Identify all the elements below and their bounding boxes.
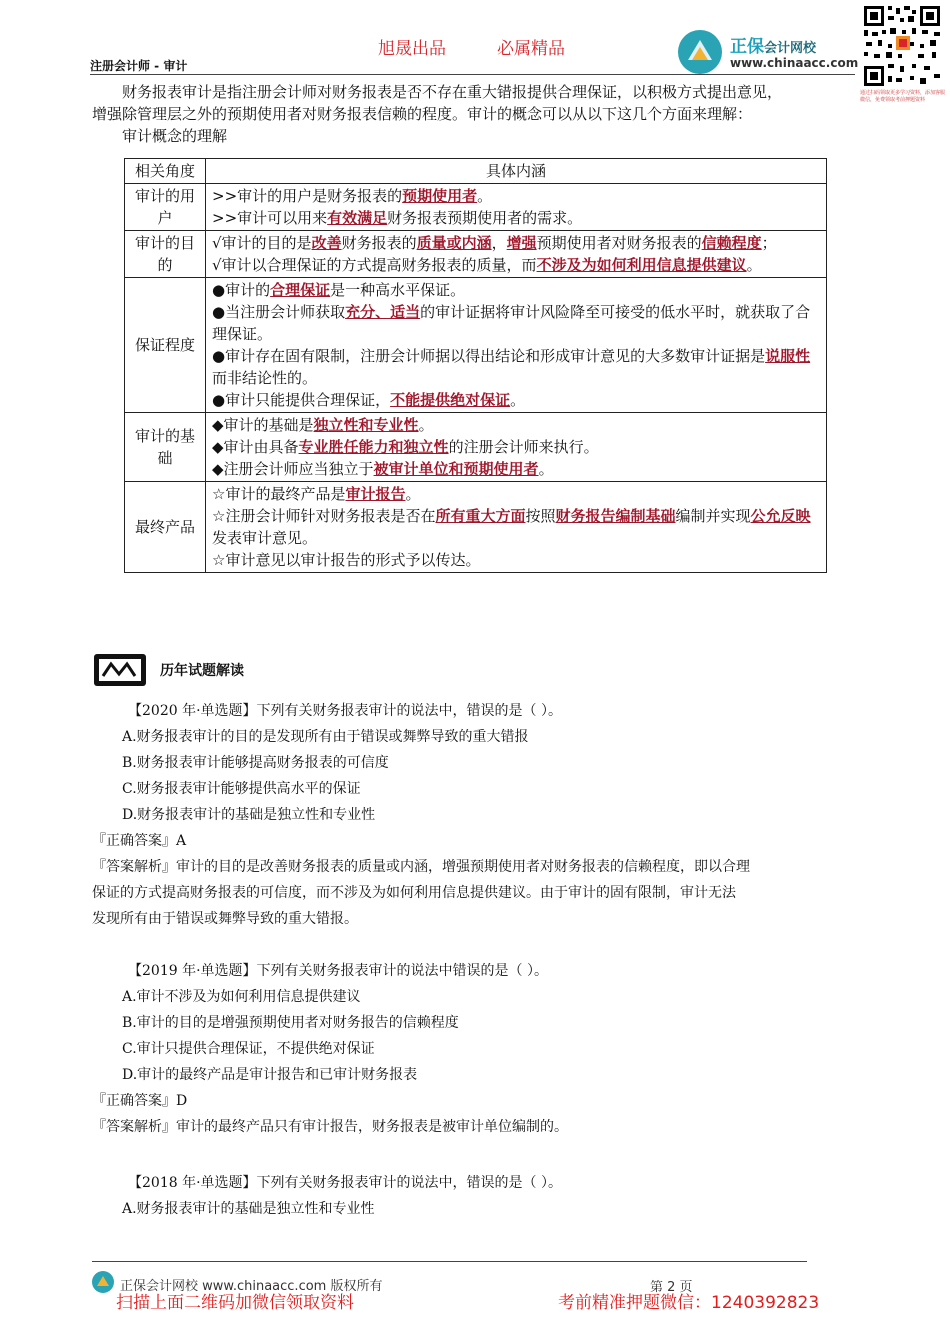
table-header-row: [125, 159, 827, 184]
key-term: 被审计单位和预期使用者: [373, 460, 539, 478]
content-text: 财务报表的: [341, 234, 417, 252]
promo-text-right: 考前精准押题微信：1240392823: [558, 1293, 820, 1313]
key-term: 合理保证: [270, 281, 331, 299]
content-text: >>审计可以用来: [212, 209, 328, 227]
content-line: [212, 207, 820, 229]
key-term: 不能提供绝对保证: [390, 391, 511, 409]
content-text: ☆注册会计师针对财务报表是否在: [212, 507, 436, 525]
intro-line-2: 增强除管理层之外的预期使用者对财务报表信赖的程度。审计的概念可以从以下这几个方面来理解：: [92, 105, 753, 123]
exam-section-icon: [93, 652, 149, 688]
content-text: 。: [510, 391, 526, 409]
key-term: 说服性: [765, 347, 811, 365]
page-number: 第 2 页: [650, 1280, 693, 1295]
content-line: [212, 436, 820, 458]
key-term: 独立性和专业性: [313, 416, 419, 434]
key-term: 所有重大方面: [435, 507, 526, 525]
content-line: [212, 483, 820, 505]
content-text: ●当注册会计师获取: [212, 303, 346, 321]
table-row: [125, 184, 827, 231]
option-d: D.审计的最终产品是审计报告和已审计财务报表: [122, 1067, 418, 1083]
content-text: ●审计存在固有限制，注册会计师据以得出结论和形成审计意见的大多数审计证据是: [212, 347, 766, 365]
table-row: [125, 482, 827, 573]
content-text: 的注册会计师来执行。: [448, 438, 599, 456]
content-text: 的审计证据将审计风险降至可接受的低水平时，就获取了合理保证。: [212, 303, 811, 343]
content-line: [212, 345, 820, 389]
answer-analysis-line: 『答案解析』审计的目的是改善财务报表的质量或内涵，增强预期使用者对财务报表的信赖程度，即以合理: [92, 859, 750, 875]
row-content: [206, 482, 827, 573]
content-line: [212, 414, 820, 436]
intro-line-1: 财务报表审计是指注册会计师对财务报表是否不存在重大错报提供合理保证，以积极方式提出意见，: [122, 83, 783, 101]
content-text: 。: [405, 485, 421, 503]
content-text: ，: [491, 234, 507, 252]
content-text: ●审计只能提供合理保证，: [212, 391, 391, 409]
content-text: ◆注册会计师应当独立于: [212, 460, 374, 478]
header-angle: 相关角度: [125, 159, 206, 184]
answer-analysis-line: 保证的方式提高财务报表的可信度，而不涉及为如何利用信息提供建议。由于审计的固有限制，审计无法: [92, 885, 736, 901]
promo-text-left: 扫描上面二维码加微信领取资料: [116, 1293, 354, 1313]
key-term: 增强: [506, 234, 537, 252]
brand-slogan-left: 旭晟出品: [378, 39, 446, 59]
footer-copyright: 正保会计网校 www.chinaacc.com 版权所有: [120, 1279, 383, 1294]
key-term: 审计报告: [345, 485, 406, 503]
table-row: [125, 413, 827, 482]
answer-analysis-line: 『答案解析』审计的最终产品只有审计报告，财务报表是被审计单位编制的。: [92, 1119, 568, 1135]
option-c: C.财务报表审计能够提供高水平的保证: [122, 781, 361, 797]
logo-name: 正保: [730, 37, 764, 57]
content-text: √审计以合理保证的方式提高财务报表的质量，而: [212, 256, 537, 274]
content-text: ；: [761, 234, 777, 252]
key-term: 质量或内涵: [416, 234, 492, 252]
qr-code-icon: [862, 4, 942, 88]
table-body: [125, 184, 827, 573]
content-line: [212, 458, 820, 480]
content-text: ◆审计由具备: [212, 438, 299, 456]
question-2019: [92, 958, 862, 1140]
content-text: 。: [477, 187, 493, 205]
content-line: [212, 254, 820, 276]
option-c: C.审计只提供合理保证，不提供绝对保证: [122, 1041, 375, 1057]
content-line: [212, 505, 820, 549]
table-row: [125, 231, 827, 278]
content-text: ☆审计的最终产品是: [212, 485, 346, 503]
content-line: [212, 389, 820, 411]
table-caption: 审计概念的理解: [122, 127, 228, 145]
content-line: [212, 279, 820, 301]
content-text: √审计的目的是: [212, 234, 312, 252]
content-text: 。: [538, 460, 554, 478]
content-text: 财务报表预期使用者的需求。: [387, 209, 583, 227]
question-title: 【2019 年·单选题】下列有关财务报表审计的说法中错误的是（ ）。: [128, 963, 548, 979]
logo-school: 会计网校: [764, 41, 817, 56]
question-2020: [92, 698, 862, 932]
content-text: 。: [746, 256, 762, 274]
key-term: 不涉及为如何利用信息提供建议: [536, 256, 747, 274]
key-term: 财务报告编制基础: [555, 507, 676, 525]
content-line: [212, 232, 820, 254]
option-b: B.财务报表审计能够提高财务报表的可信度: [122, 755, 389, 771]
content-text: ●审计的: [212, 281, 271, 299]
key-term: 有效满足: [327, 209, 388, 227]
option-a: A.财务报表审计的基础是独立性和专业性: [122, 1201, 375, 1217]
content-text: 编制并实现: [675, 507, 751, 525]
brand-slogan-right: 必属精品: [497, 39, 565, 59]
header-divider: [90, 74, 855, 75]
logo-mark-icon: [678, 30, 722, 74]
row-content: [206, 278, 827, 413]
question-title: 【2020 年·单选题】下列有关财务报表审计的说法中，错误的是（ ）。: [128, 703, 562, 719]
audit-concept-table: [124, 158, 827, 573]
answer-analysis-line: 发现所有由于错误或舞弊导致的重大错报。: [92, 911, 358, 927]
row-angle: 审计的基础: [125, 413, 206, 482]
option-a: A.审计不涉及为如何利用信息提供建议: [122, 989, 361, 1005]
content-line: [212, 301, 820, 345]
row-content: [206, 413, 827, 482]
row-angle: 审计的用户: [125, 184, 206, 231]
logo-url: www.chinaacc.com: [730, 56, 859, 70]
content-line: [212, 185, 820, 207]
content-text: 预期使用者对财务报表的: [536, 234, 702, 252]
option-b: B.审计的目的是增强预期使用者对财务报告的信赖程度: [122, 1015, 459, 1031]
row-angle: 保证程度: [125, 278, 206, 413]
content-text: ☆审计意见以审计报告的形式予以传达。: [212, 551, 481, 569]
content-text: 而非结论性的。: [212, 369, 318, 387]
intro-paragraph: [92, 81, 832, 147]
table-row: [125, 278, 827, 413]
option-d: D.财务报表审计的基础是独立性和专业性: [122, 807, 376, 823]
row-angle: 审计的目的: [125, 231, 206, 278]
content-text: 按照: [525, 507, 556, 525]
row-angle: 最终产品: [125, 482, 206, 573]
footer-logo-icon: [92, 1271, 114, 1293]
content-text: 是一种高水平保证。: [330, 281, 466, 299]
qr-note: 通过扫码领取更多学习资料，添加客服微信，免费领取考前押题资料: [860, 90, 946, 103]
question-title: 【2018 年·单选题】下列有关财务报表审计的说法中，错误的是（ ）。: [128, 1175, 562, 1191]
option-a: A.财务报表审计的目的是发现所有由于错误或舞弊导致的重大错报: [122, 729, 529, 745]
question-2018: [92, 1170, 862, 1222]
footer-divider: [92, 1261, 807, 1262]
key-term: 充分、适当: [345, 303, 421, 321]
content-text: 。: [418, 416, 434, 434]
key-term: 专业胜任能力和独立性: [298, 438, 449, 456]
key-term: 改善: [311, 234, 342, 252]
content-text: ◆审计的基础是: [212, 416, 314, 434]
row-content: [206, 231, 827, 278]
correct-answer: 『正确答案』A: [92, 833, 187, 849]
key-term: 信赖程度: [701, 234, 762, 252]
course-title: 注册会计师 - 审计: [90, 59, 188, 73]
content-text: 发表审计意见。: [212, 529, 318, 547]
row-content: [206, 184, 827, 231]
chinaacc-logo: [678, 30, 858, 74]
content-line: [212, 549, 820, 571]
key-term: 公允反映: [750, 507, 811, 525]
section-title: 历年试题解读: [160, 663, 244, 679]
content-text: >>审计的用户是财务报表的: [212, 187, 403, 205]
correct-answer: 『正确答案』D: [92, 1093, 188, 1109]
header-content: 具体内涵: [206, 159, 827, 184]
key-term: 预期使用者: [402, 187, 478, 205]
